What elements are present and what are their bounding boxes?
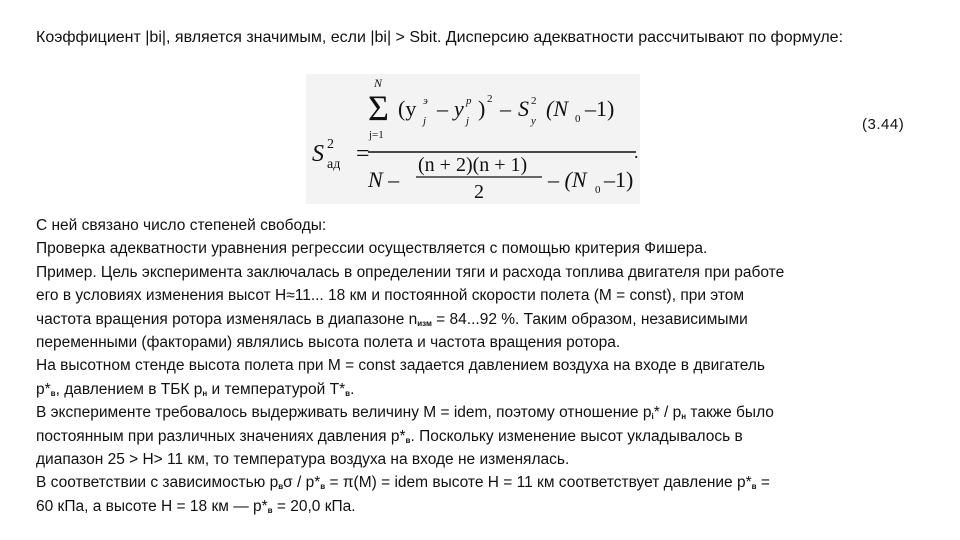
line-degrees-freedom: С ней связано число степеней свободы:: [36, 217, 327, 234]
intro-paragraph: Коэффициент |bi|, является значимым, если |bi| > Sbit. Дисперсию адекватности рассчитывают по формуле:: [36, 29, 844, 46]
sq-1: 2: [487, 93, 493, 105]
period: .: [634, 142, 639, 162]
numerator-y-open: (y: [398, 96, 417, 121]
n0-tail-2: –1): [604, 167, 634, 192]
line-fisher-check: Проверка адекватности уравнения регрессии осуществляется с помощью критерия Фишера.: [36, 240, 708, 258]
exp-p: р: [466, 95, 472, 107]
sum-lower-limit: j=1: [369, 129, 384, 141]
line-example-3: частота вращения ротора изменялась в диапазоне $n_{изм} = 84...92$ %. Таким образом, независимыми: [36, 310, 748, 328]
line-example-4: переменными (факторами) являлись высота полета и частота вращения ротора.: [36, 334, 621, 352]
exp-e: э: [423, 95, 428, 107]
svg-text:y: y: [454, 96, 464, 121]
inner-numerator: (n + 2)(n + 1): [418, 154, 528, 176]
line-example-2: его в условиях изменения высот H≈11... 18 км и постоянной скорости полета (М = const), при этом: [36, 287, 745, 305]
n0-tail: –1): [585, 96, 615, 121]
line-idem-1: В эксперименте требовалось выдерживать величину М = idem, поэтому отношение $р_i* / р_н$ также было: [36, 404, 774, 422]
line-idem-3: диапазон 25 > Н> 11 км, то температура воздуха на входе не изменялась.: [36, 451, 570, 469]
sq-2: 2: [531, 95, 537, 107]
body-text: [36, 214, 926, 518]
sub-y: y: [531, 115, 536, 127]
lhs-sub: ад: [327, 157, 341, 172]
lhs-sq: 2: [327, 137, 334, 152]
y-close: ): [478, 96, 486, 121]
denominator-n: N –: [368, 167, 400, 192]
line-idem-2: постоянным при различных значениях давления $р*_в$. Поскольку изменение высот укладывалось в: [36, 427, 743, 445]
formula-image: [306, 74, 640, 204]
n0-term: (N: [546, 96, 568, 121]
line-stand-2: $р*_в$, давлением в ТБК $р_н$ и температурой $Т*_в$.: [36, 380, 355, 398]
line-example-1: Пример. Цель эксперимента заключалась в определении тяги и расхода топлива двигателя при работе: [36, 263, 785, 281]
minus-2: –: [500, 96, 511, 121]
line-pressure-1: В соответствии с зависимостью $р_в\sigma / р*_в = \pi(М)$ = idem высоте Н = 11 км соответствует давление $р*_в$ =: [36, 474, 770, 492]
sub-0-1: 0: [575, 113, 581, 125]
inner-denominator: 2: [474, 181, 484, 203]
sum-upper-limit: N: [374, 76, 383, 90]
sub-j-2: j: [466, 115, 470, 127]
sub-j-1: j: [423, 115, 427, 127]
line-pressure-2: 60 кПа, а высоте Н = 18 км — $р*_в = 20,0$ кПа.: [36, 497, 356, 515]
equation-number: (3.44): [862, 116, 905, 133]
s-y: S: [518, 96, 529, 121]
lhs-s: S: [312, 141, 324, 167]
sub-0-2: 0: [595, 184, 601, 196]
denominator-tail: – (N: [548, 167, 587, 192]
equals-sign: =: [356, 141, 370, 167]
minus-1: –: [437, 96, 448, 121]
sum-symbol: Σ: [368, 88, 389, 128]
line-stand-1: На высотном стенде высота полета при М = const задается давлением воздуха на входе в двигатель: [36, 357, 765, 375]
